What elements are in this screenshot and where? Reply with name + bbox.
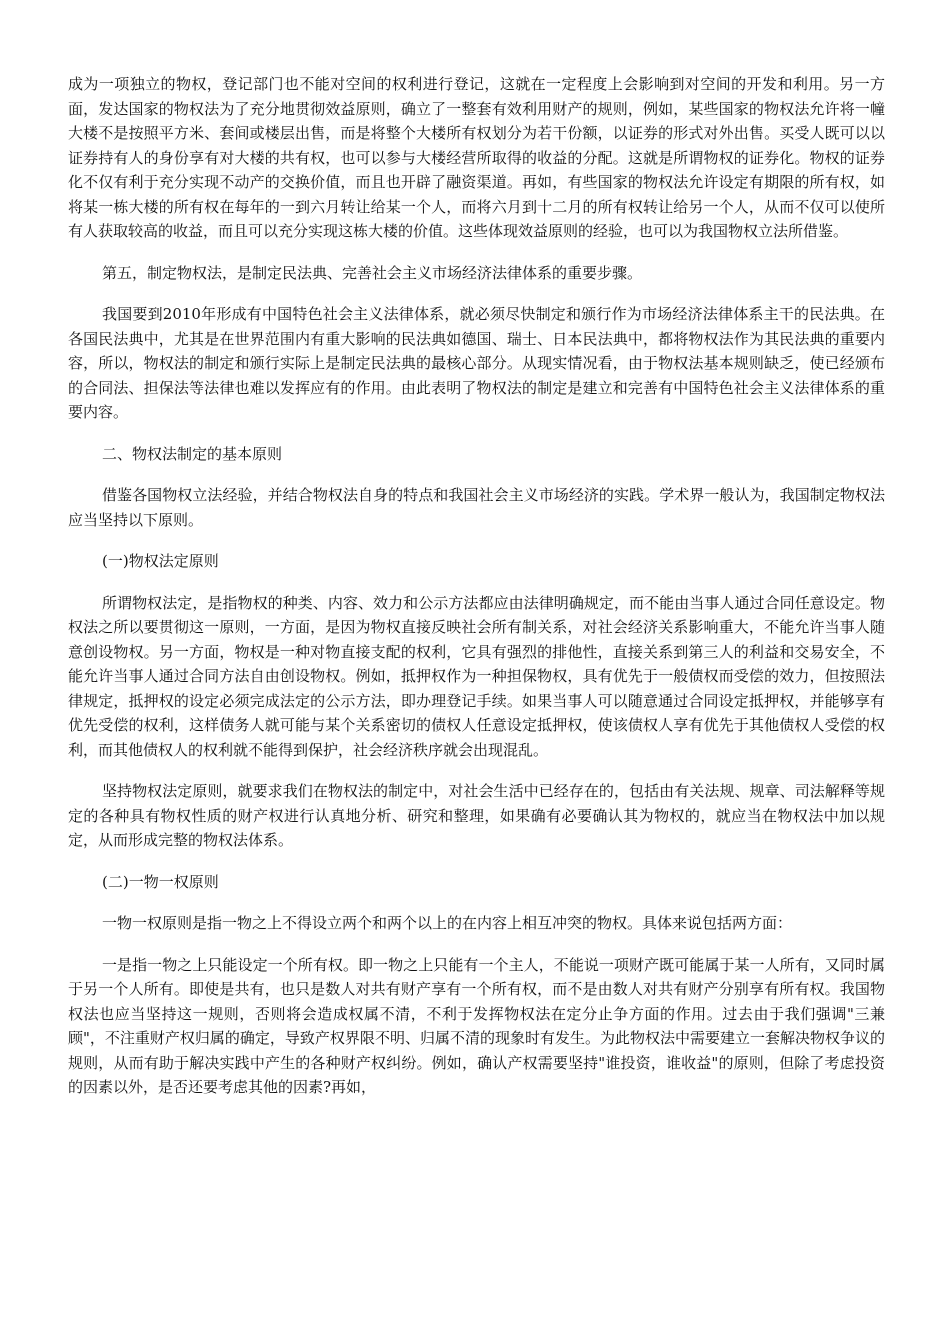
- paragraph-single-ownership: 一是指一物之上只能设定一个所有权。即一物之上只能有一个主人，不能说一项财产既可能属于某一人所有，又同时属于另一个人所有。即使是共有，也只是数人对共有财产享有一个所有权，而不是由数人对共有财产分别享有所有权。我国物权法也应当坚持这一规则，否则将会造成权属不清，不利于发挥物权法在定分止争方面的作用。过去由于我们强调"三兼顾"，不注重财产权归属的确定，导致产权界限不明、归属不清的现象时有发生。为此物权法中需要建立一套解决物权争议的规则，从而有助于解决实践中产生的各种财产权纠纷。例如，确认产权需要坚持"谁投资，谁收益"的原则，但除了考虑投资的因素以外，是否还要考虑其他的因素?再如，: [68, 955, 885, 1096]
- document-page: [68, 72, 885, 1117]
- section-heading-basic-principles: 二、物权法制定的基本原则: [102, 444, 283, 463]
- paragraph-civil-code: 我国要到2010年形成有中国特色社会主义法律体系，就必须尽快制定和颁行作为市场经济法律体系主干的民法典。在各国民法典中，尤其是在世界范围内有重大影响的民法典如德国、瑞士、日本民法典中，都将物权法作为其民法典的重要内容，所以，物权法的制定和颁行实际上是制定民法典的最核心部分。从现实情况看，由于物权法基本规则缺乏，使已经颁布的合同法、担保法等法律也难以发挥应有的作用。由此表明了物权法的制定是建立和完善有中国特色社会主义法律体系的重要内容。: [68, 305, 885, 421]
- paragraph-point-five: 第五，制定物权法，是制定民法典、完善社会主义市场经济法律体系的重要步骤。: [102, 263, 643, 282]
- paragraph-adhere-statutory: 坚持物权法定原则，就要求我们在物权法的制定中，对社会生活中已经存在的，包括由有关法规、规章、司法解释等规定的各种具有物权性质的财产权进行认真地分析、研究和整理，如果确有必要确认其为物权的，就应当在物权法中加以规定，从而形成完整的物权法体系。: [68, 782, 885, 849]
- paragraph-one-thing-one-right: 一物一权原则是指一物之上不得设立两个和两个以上的在内容上相互冲突的物权。具体来说包括两方面：: [102, 914, 793, 932]
- paragraph-intro-principles: 借鉴各国物权立法经验，并结合物权法自身的特点和我国社会主义市场经济的实践。学术界一般认为，我国制定物权法应当坚持以下原则。: [68, 486, 885, 529]
- subheading-principle-one: (一)物权法定原则: [102, 552, 219, 570]
- paragraph-statutory-principle: 所谓物权法定，是指物权的种类、内容、效力和公示方法都应由法律明确规定，而不能由当事人通过合同任意设定。物权法之所以要贯彻这一原则，一方面，是因为物权直接反映社会所有制关系，对社会经济关系影响重大，不能允许当事人随意创设物权。另一方面，物权是一种对物直接支配的权利，它具有强烈的排他性，直接关系到第三人的利益和交易安全，不能允许当事人通过合同方法自由创设物权。例如，抵押权作为一种担保物权，具有优先于一般债权而受偿的效力，但按照法律规定，抵押权的设定必须完成法定的公示方法，即办理登记手续。如果当事人可以随意通过合同设定抵押权，并能够享有优先受偿的权利，这样债务人就可能与某个关系密切的债权人任意设定抵押权，使该债权人享有优先于其他债权人受偿的权利，而其他债权人的权利就不能得到保护，社会经济秩序就会出现混乱。: [68, 593, 885, 759]
- subheading-principle-two: (二)一物一权原则: [102, 872, 219, 891]
- paragraph-continuation: 成为一项独立的物权，登记部门也不能对空间的权利进行登记，这就在一定程度上会影响到对空间的开发和利用。另一方面，发达国家的物权法为了充分地贯彻效益原则，确立了一整套有效利用财产的规则，例如，某些国家的物权法允许将一幢大楼不是按照平方米、套间或楼层出售，而是将整个大楼所有权划分为若干份额，以证券的形式对外出售。买受人既可以以证券持有人的身份享有对大楼的共有权，也可以参与大楼经营所取得的收益的分配。这就是所谓物权的证券化。物权的证券化不仅有利于充分实现不动产的交换价值，而且也开辟了融资渠道。再如，有些国家的物权法允许设定有期限的所有权，如将某一栋大楼的所有权在每年的一到六月转让给某一个人，而将六月到十二月的所有权转让给另一个人，从而不仅可以使所有人获取较高的收益，而且可以充分实现这栋大楼的价值。这些体现效益原则的经验，也可以为我国物权立法所借鉴。: [68, 75, 885, 240]
